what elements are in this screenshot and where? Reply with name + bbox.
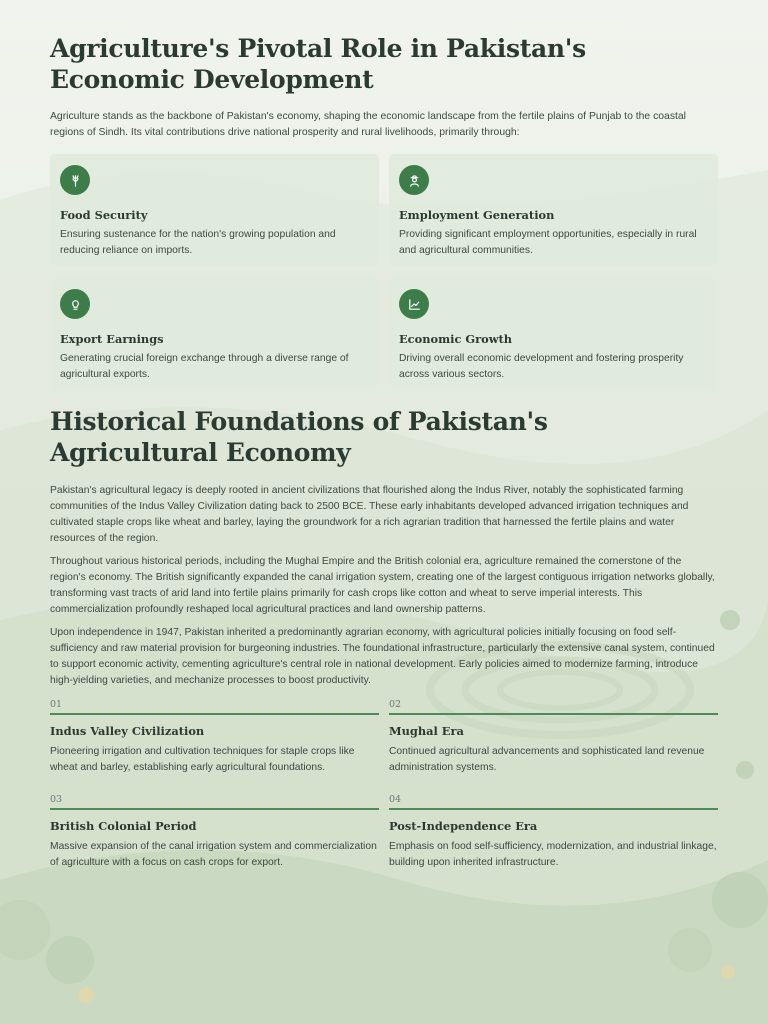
timeline-number: 03 — [50, 794, 379, 810]
card-description: Ensuring sustenance for the nation's growing population and reducing reliance on imports. — [60, 229, 336, 256]
section-title-economic-role: Agriculture's Pivotal Role in Pakistan's Economic Development — [50, 34, 586, 94]
timeline-item-indus-valley — [50, 699, 379, 794]
timeline-title: Indus Valley Civilization — [50, 724, 205, 738]
wheat-icon — [60, 165, 90, 195]
timeline-item-post-independence — [389, 794, 718, 889]
card-export-earnings — [50, 278, 379, 390]
timeline-number: 02 — [389, 699, 718, 715]
timeline-title: Mughal Era — [389, 724, 464, 738]
section-title-historical-foundations: Historical Foundations of Pakistan's Agricultural Economy — [50, 407, 548, 467]
card-employment-generation — [389, 154, 718, 266]
card-title: Food Security — [60, 208, 148, 222]
timeline-title: British Colonial Period — [50, 819, 197, 833]
history-paragraph: Upon independence in 1947, Pakistan inherited a predominantly agrarian economy, with agricultural policies initially focusing on food self-sufficiency and raw material provision for burgeoning industries. The foundational infrastructure, particularly the extensive canal system, continued to support economic activity, cementing agriculture's central role in national development. Early policies aimed to modernize farming, introduce high-yielding varieties, and mechanize processes to boost productivity. — [50, 627, 715, 686]
card-description: Generating crucial foreign exchange through a diverse range of agricultural exports. — [60, 353, 349, 380]
timeline-title: Post-Independence Era — [389, 819, 538, 833]
history-timeline — [50, 699, 718, 889]
card-food-security — [50, 154, 379, 266]
contribution-cards — [50, 154, 718, 390]
lightbulb-icon — [60, 289, 90, 319]
timeline-number: 04 — [389, 794, 718, 810]
timeline-description: Massive expansion of the canal irrigation system and commercialization of agriculture with a focus on cash crops for export. — [50, 841, 377, 868]
trend-chart-icon — [399, 289, 429, 319]
card-description: Driving overall economic development and fostering prosperity across various sectors. — [399, 353, 684, 380]
card-title: Export Earnings — [60, 332, 164, 346]
card-title: Economic Growth — [399, 332, 513, 346]
timeline-item-mughal-era — [389, 699, 718, 794]
card-description: Providing significant employment opportunities, especially in rural and agricultural communities. — [399, 229, 697, 256]
history-paragraph: Throughout various historical periods, including the Mughal Empire and the British colonial era, agriculture remained the cornerstone of the region's economy. The British significantly expanded the canal irrigation system, creating one of the largest contiguous irrigation networks globally, transforming vast tracts of arid land into fertile plains primarily for cash crops like cotton and wheat to serve imperial interests. This commercialization profoundly reshaped local agricultural practices and land ownership patterns. — [50, 556, 715, 615]
farmer-icon — [399, 165, 429, 195]
timeline-number: 01 — [50, 699, 379, 715]
timeline-description: Emphasis on food self-sufficiency, modernization, and industrial linkage, building upon inherited infrastructure. — [389, 841, 717, 868]
card-title: Employment Generation — [399, 208, 555, 222]
timeline-description: Continued agricultural advancements and sophisticated land revenue administration systems. — [389, 746, 705, 773]
timeline-description: Pioneering irrigation and cultivation techniques for staple crops like wheat and barley, establishing early agricultural foundations. — [50, 746, 355, 773]
history-paragraph: Pakistan's agricultural legacy is deeply rooted in ancient civilizations that flourished along the Indus River, notably the sophisticated farming communities of the Indus Valley Civilization dating back to 2500 BCE. These early inhabitants developed advanced irrigation techniques and cultivated staple crops like wheat and barley, laying the groundwork for a rich agrarian tradition that harnessed the fertile plains and water resources of the region. — [50, 485, 689, 544]
timeline-item-british-colonial — [50, 794, 379, 889]
intro-paragraph: Agriculture stands as the backbone of Pakistan's economy, shaping the economic landscape from the fertile plains of Punjab to the coastal regions of Sindh. Its vital contributions drive national prosperity and rural livelihoods, primarily through: — [50, 111, 686, 138]
card-economic-growth — [389, 278, 718, 390]
